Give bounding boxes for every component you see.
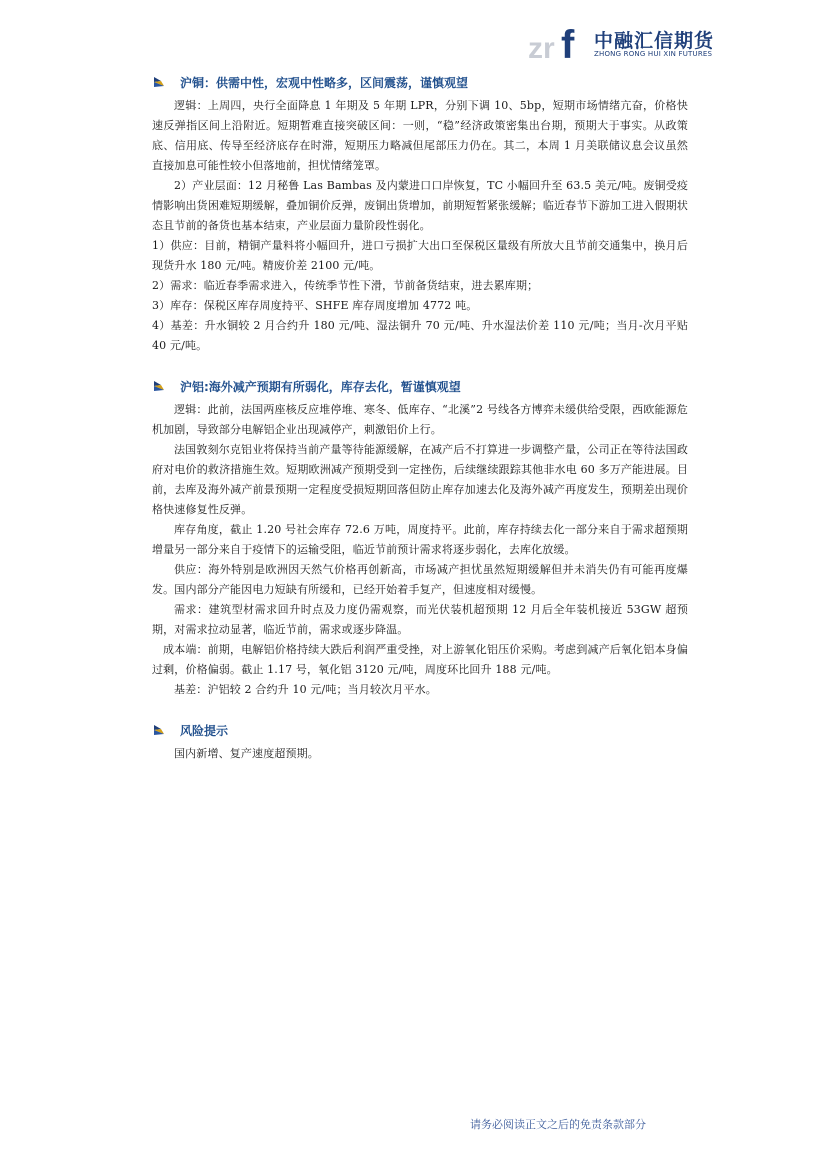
- paragraph: 2）需求：临近春季需求进入，传统季节性下滑，节前备货结束，进去累库期；: [152, 279, 539, 292]
- section-heading: [152, 72, 688, 92]
- section-risk: [152, 720, 688, 764]
- company-logo: [528, 18, 728, 64]
- logo-english-name: ZHONG RONG HUI XIN FUTURES: [594, 50, 713, 58]
- section-heading: [152, 376, 688, 396]
- paragraph: 逻辑：此前，法国两座核反应堆停堆、寒冬、低库存、“北溪”2 号线各方博弈未缓供给受限，西欧能源危机加剧，导致部分电解铝企业出现减停产，刺激铝价上行。: [152, 403, 688, 436]
- section-heading: [152, 720, 688, 740]
- section-title: 沪铝:海外减产预期有所弱化，库存去化，暂谨慎观望: [180, 379, 461, 394]
- disclaimer-footer: 请务必阅读正文之后的免责条款部分: [470, 1118, 646, 1131]
- arrow-bullet-icon: [152, 75, 166, 89]
- svg-text:zr: zr: [528, 32, 555, 64]
- arrow-bullet-icon: [152, 723, 166, 737]
- arrow-bullet-icon: [152, 379, 166, 393]
- svg-text:f: f: [561, 23, 575, 64]
- paragraph: 库存角度，截止 1.20 号社会库存 72.6 万吨，周度持平。此前，库存持续去化一部分来自于需求超预期增量另一部分来自于疫情下的运输受阻，临近节前预计需求将逐步弱化，去库化放缓。: [152, 523, 688, 556]
- paragraph: 需求：建筑型材需求回升时点及力度仍需观察，而光伏装机超预期 12 月后全年装机接近 53GW 超预期，对需求拉动显著，临近节前，需求或逐步降温。: [152, 603, 688, 636]
- section-title: 风险提示: [180, 723, 229, 738]
- document-body: [152, 72, 688, 778]
- logo-chinese-name: 中融汇信期货: [594, 30, 715, 52]
- paragraph: 成本端：前期，电解铝价格持续大跌后利润严重受挫，对上游氧化铝压价采购。考虑到减产后氧化铝本身偏过剩，价格偏弱。截止 1.17 号，氧化铝 3120 元/吨，周度环比回升 188 元/吨。: [152, 643, 688, 676]
- paragraph: 2）产业层面：12 月秘鲁 Las Bambas 及内蒙进口口岸恢复，TC 小幅回升至 63.5 美元/吨。废铜受疫情影响出货困难短期缓解，叠加铜价反弹，废铜出货增加，前期短暂紧张缓解；临近春节下游加工进入假期状态且节前的备货也基本结束，产业层面力量阶段性弱化。: [152, 179, 688, 232]
- section-copper: [152, 72, 688, 356]
- paragraph: 国内新增、复产速度超预期。: [174, 747, 319, 760]
- paragraph: 4）基差：升水铜较 2 月合约升 180 元/吨、湿法铜升 70 元/吨、升水湿法价差 110 元/吨；当月-次月平贴 40 元/吨。: [152, 319, 688, 352]
- paragraph: 3）库存：保税区库存周度持平、SHFE 库存周度增加 4772 吨。: [152, 299, 478, 312]
- paragraph: 1）供应：目前，精铜产量料将小幅回升，进口亏损扩大出口至保税区量级有所放大且节前交通集中，换月后现货升水 180 元/吨。精废价差 2100 元/吨。: [152, 239, 688, 272]
- section-title: 沪铜：供需中性，宏观中性略多，区间震荡，谨慎观望: [180, 75, 469, 90]
- paragraph: 法国敦刻尔克铝业将保持当前产量等待能源缓解，在减产后不打算进一步调整产量，公司正在等待法国政府对电价的救济措施生效。短期欧洲减产预期受到一定挫伤，后续继续跟踪其他非水电 60 多万产能进展。目前，去库及海外减产前景预期一定程度受损短期回落但防止库存加速去化及海外减产再度发生，预期差出现价格快速修复性反弹。: [152, 443, 688, 516]
- paragraph: 供应：海外特别是欧洲因天然气价格再创新高，市场减产担忧虽然短期缓解但并未消失仍有可能再度爆发。国内部分产能因电力短缺有所缓和，已经开始着手复产，但速度相对缓慢。: [152, 563, 688, 596]
- paragraph: 逻辑：上周四，央行全面降息 1 年期及 5 年期 LPR，分别下调 10、5bp，短期市场情绪亢奋，价格快速反弹指区间上沿附近。短期暂难直接突破区间：一则，“稳”经济政策密集出台期，预期大于事实。从政策底、信用底、传导至经济底存在时滞，短期压力略减但尾部压力仍在。其二，本周 1 月美联储议息会议虽然直接加息可能性较小但落地前，担忧情绪笼罩。: [152, 99, 688, 172]
- section-aluminum: [152, 376, 688, 700]
- paragraph: 基差：沪铝较 2 合约升 10 元/吨；当月较次月平水。: [174, 683, 437, 696]
